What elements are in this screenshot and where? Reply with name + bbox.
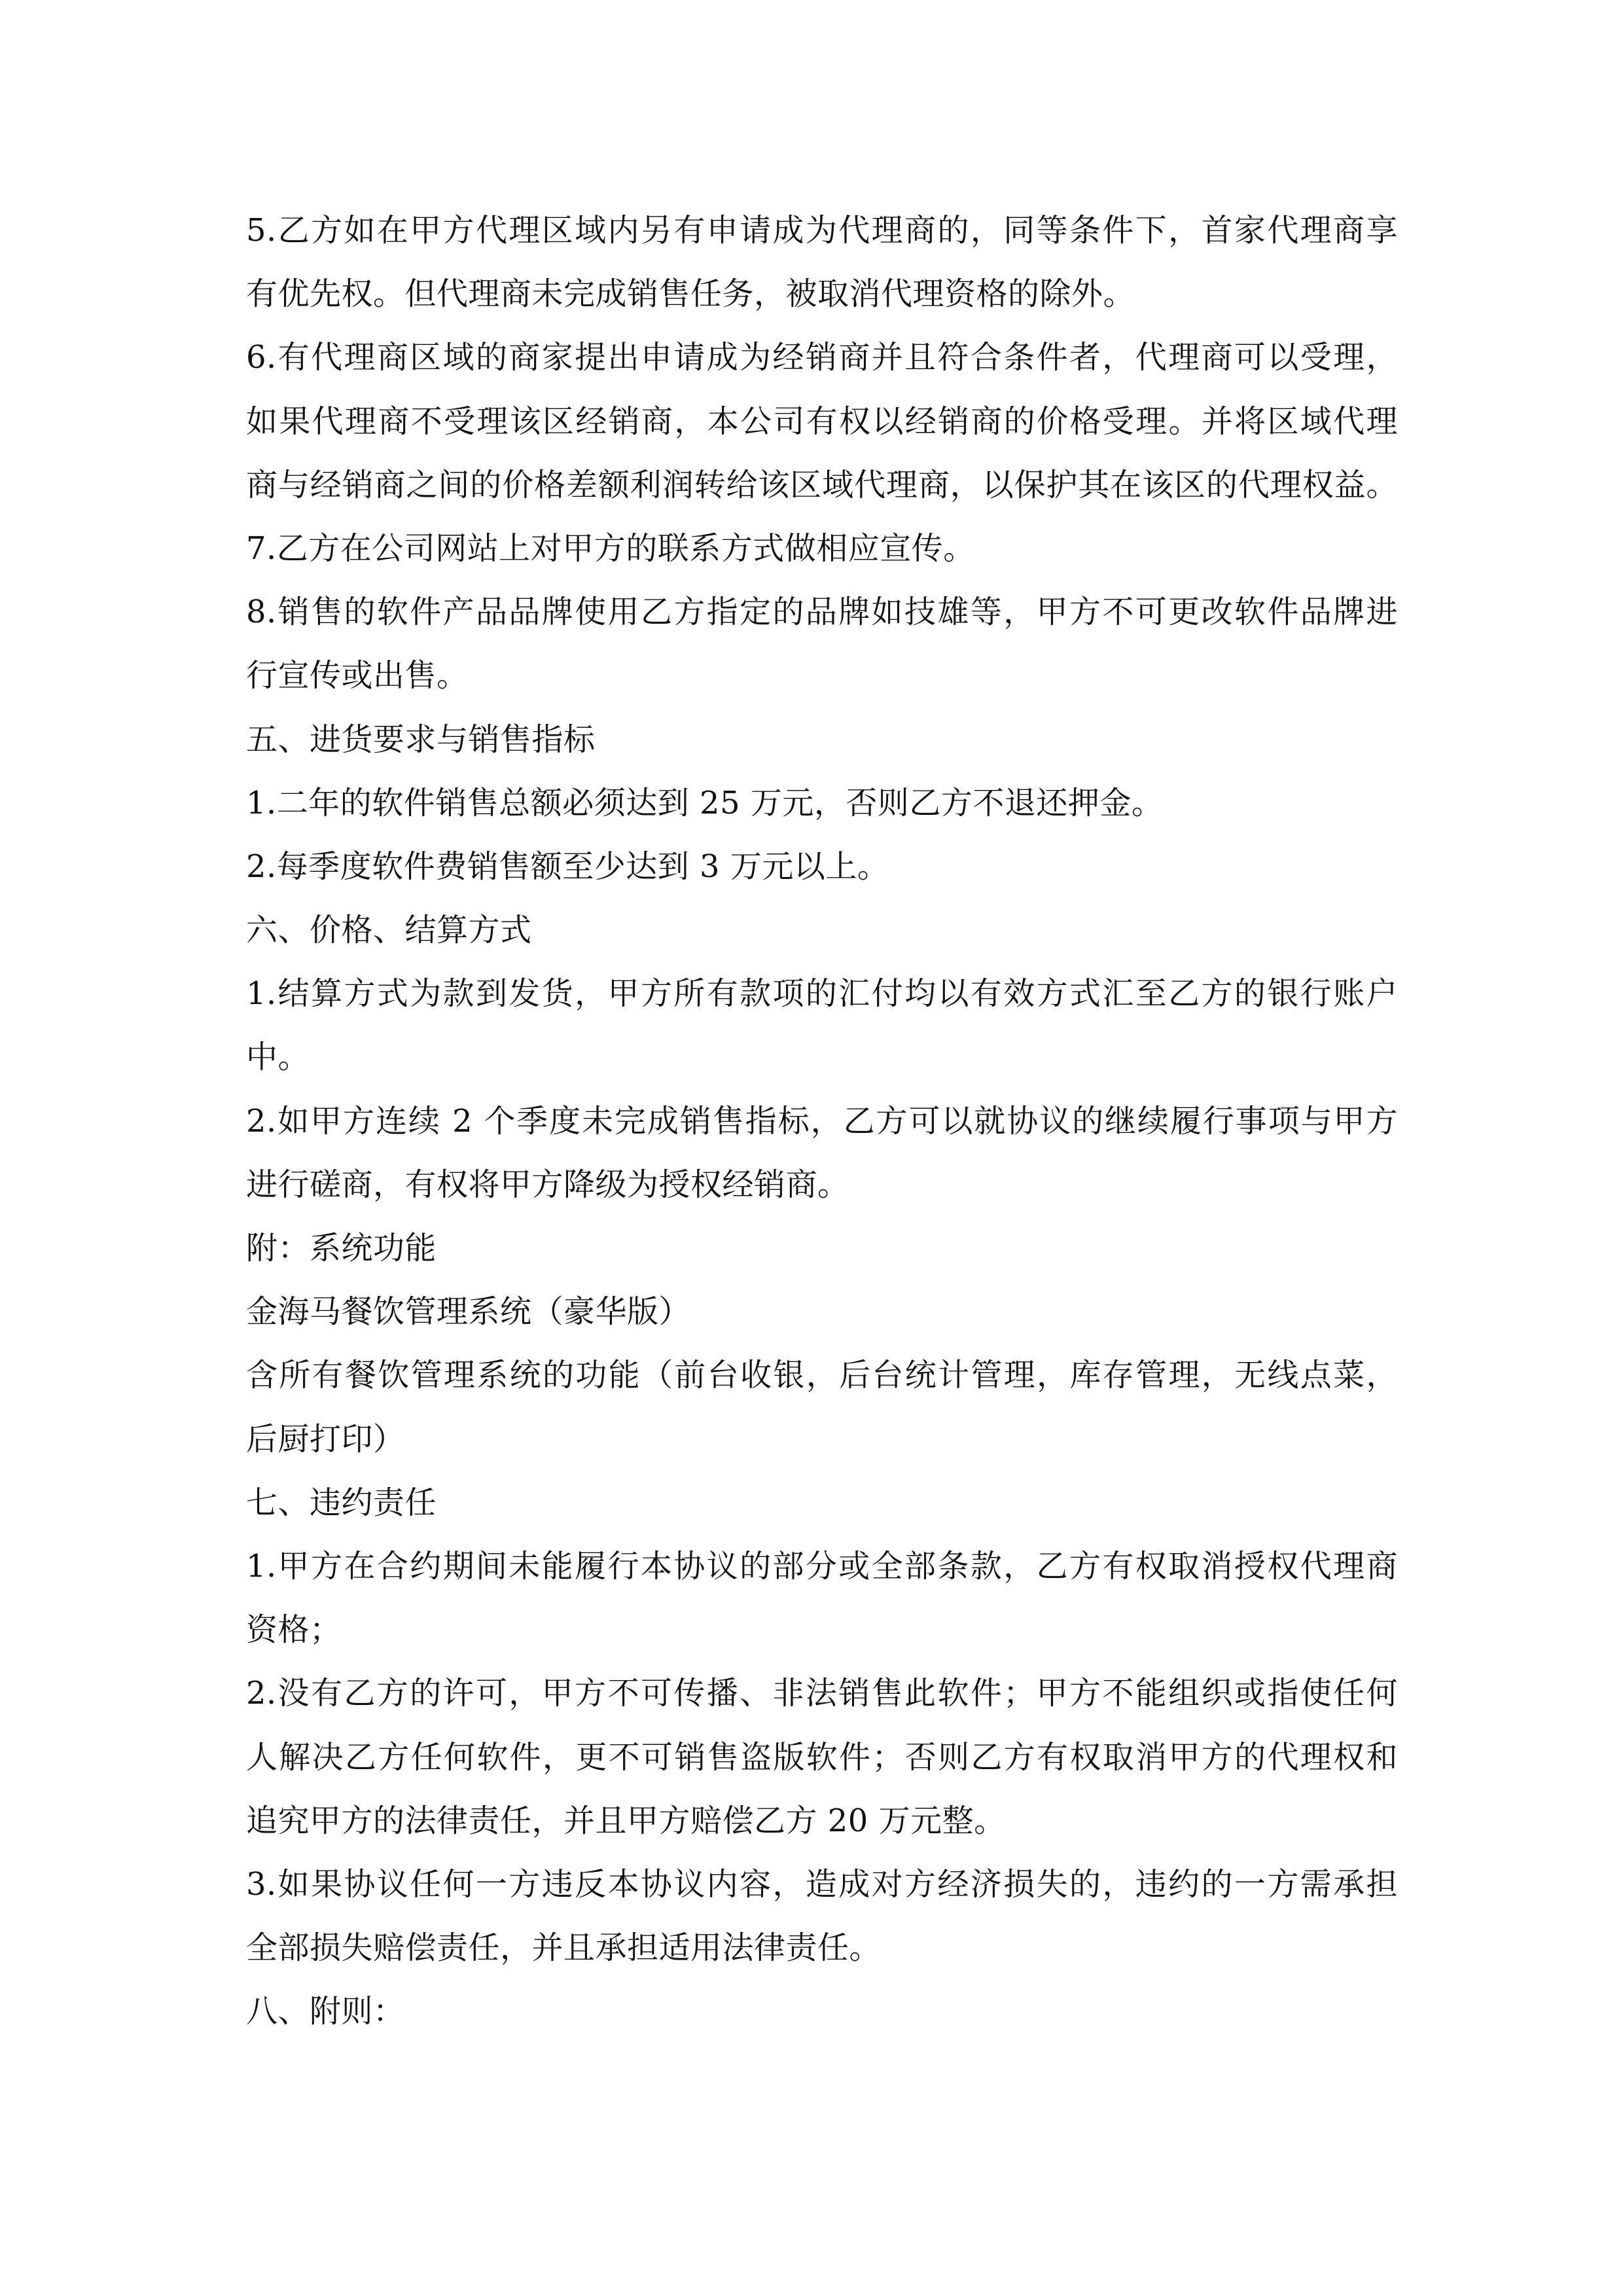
paragraph-line: 2.如甲方连续 2 个季度未完成销售指标，乙方可以就协议的继续履行事项与甲方 — [246, 1102, 1398, 1139]
paragraph-line: 全部损失赔偿责任，并且承担适用法律责任。 — [246, 1929, 882, 1967]
paragraph-line: 8.销售的软件产品品牌使用乙方指定的品牌如技雄等，甲方不可更改软件品牌进 — [246, 594, 1398, 631]
section-heading: 附：系统功能 — [246, 1230, 437, 1266]
paragraph-line: 5.乙方如在甲方代理区域内另有申请成为代理商的，同等条件下，首家代理商享 — [246, 212, 1398, 249]
paragraph-line: 有优先权。但代理商未完成销售任务，被取消代理资格的除外。 — [246, 276, 1135, 313]
paragraph-line: 1.甲方在合约期间未能履行本协议的部分或全部条款，乙方有权取消授权代理商 — [246, 1547, 1398, 1585]
paragraph-line: 6.有代理商区域的商家提出申请成为经销商并且符合条件者，代理商可以受理， — [246, 339, 1398, 376]
paragraph-line: 资格； — [246, 1611, 342, 1649]
paragraph-line: 2.每季度软件费销售额至少达到 3 万元以上。 — [246, 848, 889, 885]
section-heading: 八、附则： — [246, 1993, 405, 2030]
paragraph-line: 2.没有乙方的许可，甲方不可传播、非法销售此软件；甲方不能组织或指使任何 — [246, 1675, 1398, 1712]
paragraph-line: 金海马餐饮管理系统（豪华版） — [246, 1293, 691, 1331]
paragraph-line: 追究甲方的法律责任，并且甲方赔偿乙方 20 万元整。 — [246, 1802, 1006, 1839]
paragraph-line: 商与经销商之间的价格差额利润转给该区域代理商，以保护其在该区的代理权益。 — [246, 466, 1398, 503]
paragraph-line: 1.二年的软件销售总额必须达到 25 万元，否则乙方不退还押金。 — [246, 784, 1164, 821]
section-heading: 五、进货要求与销售指标 — [246, 721, 596, 758]
paragraph-line: 含所有餐饮管理系统的功能（前台收银，后台统计管理，库存管理，无线点菜， — [246, 1357, 1398, 1394]
paragraph-line: 进行磋商，有权将甲方降级为授权经销商。 — [246, 1166, 849, 1203]
paragraph-line: 3.如果协议任何一方违反本协议内容，造成对方经济损失的，违约的一方需承担 — [246, 1865, 1398, 1903]
paragraph-line: 中。 — [246, 1039, 310, 1076]
paragraph-line: 人解决乙方任何软件，更不可销售盗版软件；否则乙方有权取消甲方的代理权和 — [246, 1738, 1398, 1776]
paragraph-line: 如果代理商不受理该区经销商，本公司有权以经销商的价格受理。并将区域代理 — [246, 403, 1398, 440]
paragraph-line: 后厨打印） — [246, 1420, 405, 1458]
document-body — [246, 199, 1398, 2043]
paragraph-line: 7.乙方在公司网站上对甲方的联系方式做相应宣传。 — [246, 529, 975, 567]
section-heading: 六、价格、结算方式 — [246, 912, 532, 949]
paragraph-line: 行宣传或出售。 — [246, 657, 469, 694]
section-heading: 七、违约责任 — [246, 1484, 437, 1521]
paragraph-line: 1.结算方式为款到发货，甲方所有款项的汇付均以有效方式汇至乙方的银行账户 — [246, 975, 1398, 1013]
